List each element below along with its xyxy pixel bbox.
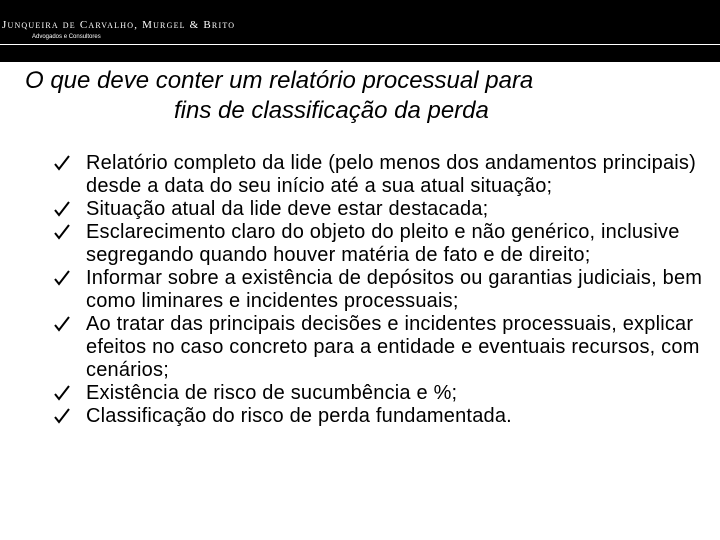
- bullet-list: [45, 152, 705, 428]
- bullet-item: [45, 267, 705, 313]
- bullet-item: [45, 198, 705, 221]
- bullet-text: Existência de risco de sucumbência e %;: [86, 382, 458, 404]
- bullet-text: Classificação do risco de perda fundamentada.: [86, 405, 512, 427]
- check-icon: [53, 154, 71, 172]
- check-icon: [53, 200, 71, 218]
- slide-title: [20, 66, 700, 126]
- bullet-text: Relatório completo da lide (pelo menos dos andamentos principais) desde a data do seu início até a sua atual situação;: [86, 152, 696, 197]
- bullet-item: [45, 313, 705, 382]
- bullet-item: [45, 405, 705, 428]
- check-icon: [53, 223, 71, 241]
- header-bar: [0, 0, 720, 62]
- bullet-item: [45, 221, 705, 267]
- header-divider: [0, 44, 720, 45]
- bullet-text: Informar sobre a existência de depósitos ou garantias judiciais, bem como liminares e incidentes processuais;: [86, 267, 703, 312]
- firm-name: Junqueira de Carvalho, Murgel & Brito: [2, 19, 236, 31]
- check-icon: [53, 407, 71, 425]
- check-icon: [53, 269, 71, 287]
- check-icon: [53, 384, 71, 402]
- check-icon: [53, 315, 71, 333]
- firm-subtitle: Advogados e Consultores: [32, 34, 101, 40]
- slide-title-line-1: O que deve conter um relatório processual para: [25, 67, 534, 94]
- bullet-text: Ao tratar das principais decisões e incidentes processuais, explicar efeitos no caso concreto para a entidade e eventuais recursos, com cenários;: [86, 313, 700, 381]
- bullet-text: Esclarecimento claro do objeto do pleito e não genérico, inclusive segregando quando houver matéria de fato e de direito;: [86, 221, 680, 266]
- bullet-item: [45, 152, 705, 198]
- bullet-text: Situação atual da lide deve estar destacada;: [86, 198, 489, 220]
- slide-title-line-2: fins de classificação da perda: [174, 97, 489, 124]
- bullet-item: [45, 382, 705, 405]
